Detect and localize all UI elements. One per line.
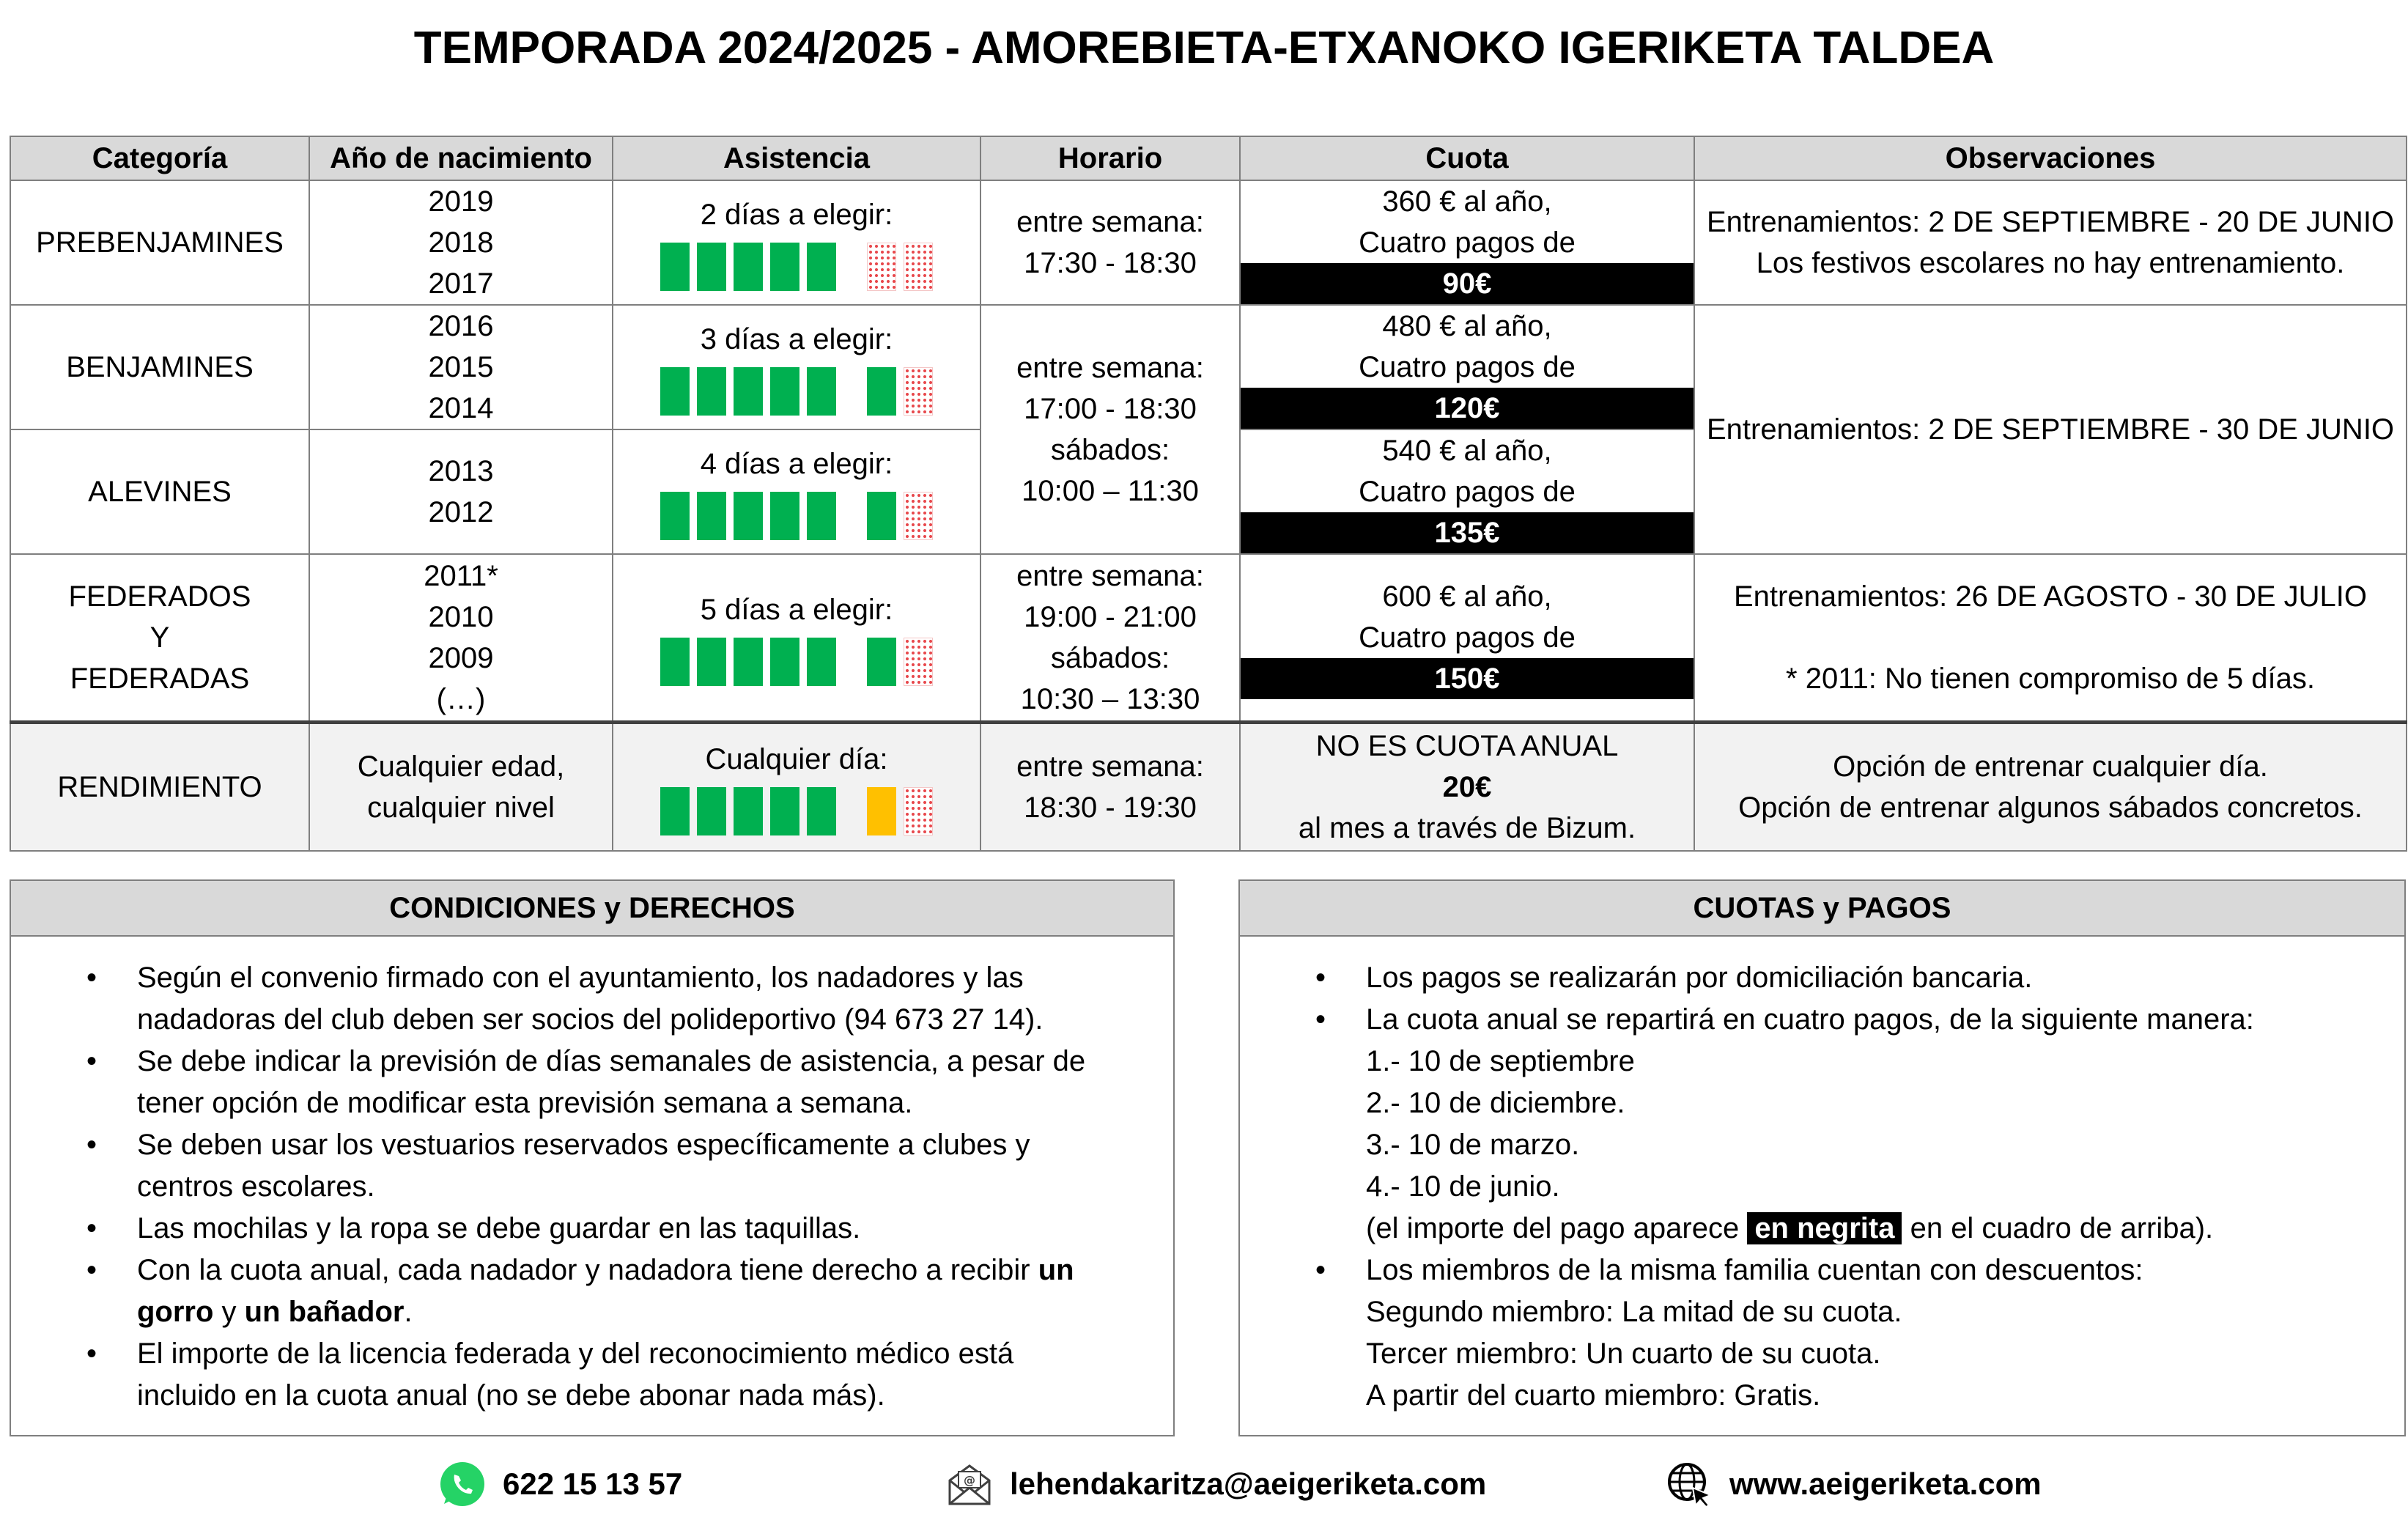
bold-highlight: en negrita bbox=[1747, 1212, 1902, 1244]
schedule-cell: entre semana: 19:00 - 21:00 sábados: 10:30 – 13:30 bbox=[980, 554, 1240, 723]
attendance-cell bbox=[613, 305, 980, 429]
payments-list bbox=[1315, 957, 2377, 1417]
attendance-blocks bbox=[613, 638, 980, 686]
list-item: • Según el convenio firmado con el ayuntamiento, los nadadores y las nadadoras del club deben ser socios del polideportivo (94 673 27 14). bbox=[86, 962, 1044, 1036]
attendance-blocks bbox=[613, 492, 980, 540]
header-horario: Horario bbox=[980, 136, 1240, 180]
payments-title: CUOTAS y PAGOS bbox=[1240, 881, 2404, 937]
day-block-monday bbox=[660, 367, 690, 416]
day-block-wednesday bbox=[734, 638, 763, 686]
day-block-thursday bbox=[770, 638, 799, 686]
day-block-saturday bbox=[867, 492, 896, 540]
years-cell: 2011* 2010 2009 (…) bbox=[309, 554, 613, 723]
list-item: • Las mochilas y la ropa se debe guardar en las taquillas. bbox=[86, 1212, 861, 1244]
day-block-friday bbox=[807, 492, 836, 540]
years-cell: 2019 2018 2017 bbox=[309, 180, 613, 305]
table-row bbox=[10, 305, 2407, 429]
day-block-sunday bbox=[904, 638, 933, 686]
payment-amount: 120€ bbox=[1241, 388, 1694, 429]
email-icon bbox=[945, 1460, 994, 1508]
whatsapp-icon bbox=[438, 1460, 487, 1508]
schedule-cell: entre semana: 17:30 - 18:30 bbox=[980, 180, 1240, 305]
header-cuota: Cuota bbox=[1240, 136, 1694, 180]
table-row bbox=[10, 554, 2407, 723]
table-header-row bbox=[10, 136, 2407, 180]
day-block-monday bbox=[660, 787, 690, 835]
attendance-cell bbox=[613, 180, 980, 305]
attendance-cell bbox=[613, 723, 980, 852]
svg-text:@: @ bbox=[964, 1473, 975, 1487]
table-row bbox=[10, 723, 2407, 852]
day-block-thursday bbox=[770, 367, 799, 416]
page-title: TEMPORADA 2024/2025 - AMOREBIETA-ETXANOKO IGERIKETA TALDEA bbox=[413, 23, 1995, 73]
conditions-box bbox=[10, 879, 1175, 1436]
day-block-wednesday bbox=[734, 367, 763, 416]
attendance-blocks bbox=[613, 367, 980, 416]
day-block-thursday bbox=[770, 243, 799, 291]
day-block-wednesday bbox=[734, 787, 763, 835]
list-item: • La cuota anual se repartirá en cuatro pagos, de la siguiente manera: 1.- 10 de septiembre 2.- 10 de diciembre. 3.- 10 de marzo. 4.- 10 de junio. (el importe del pago aparece en negrita en el cuadro de arriba). bbox=[1315, 1003, 2254, 1244]
day-block-monday bbox=[660, 492, 690, 540]
attendance-label: Cualquier día: bbox=[705, 743, 888, 775]
day-block-sunday bbox=[904, 243, 933, 291]
day-block-tuesday bbox=[697, 787, 726, 835]
attendance-blocks bbox=[613, 243, 980, 291]
header-asistencia: Asistencia bbox=[613, 136, 980, 180]
day-block-saturday bbox=[867, 638, 896, 686]
day-block-saturday bbox=[867, 243, 896, 291]
attendance-label: 4 días a elegir: bbox=[700, 448, 893, 480]
day-block-tuesday bbox=[697, 243, 726, 291]
attendance-blocks bbox=[613, 787, 980, 835]
fee-cell: 360 € al año, Cuatro pagos de 90€ bbox=[1240, 180, 1694, 305]
day-block-sunday bbox=[904, 367, 933, 416]
conditions-list bbox=[86, 957, 1148, 1417]
list-item: • Con la cuota anual, cada nadador y nadadora tiene derecho a recibir un gorro y un bañador. bbox=[86, 1254, 1074, 1328]
table-row bbox=[10, 180, 2407, 305]
day-block-friday bbox=[807, 638, 836, 686]
day-block-wednesday bbox=[734, 243, 763, 291]
observations-cell: Entrenamientos: 26 DE AGOSTO - 30 DE JULIO * 2011: No tienen compromiso de 5 días. bbox=[1694, 554, 2407, 723]
category-cell: BENJAMINES bbox=[10, 305, 309, 429]
payment-amount: 135€ bbox=[1241, 512, 1694, 553]
contact-email[interactable]: @ lehendakaritza@aeigeriketa.com bbox=[945, 1458, 1486, 1510]
list-item: • Los pagos se realizarán por domiciliación bancaria. bbox=[1315, 962, 2033, 994]
years-cell: 2016 2015 2014 bbox=[309, 305, 613, 429]
list-item: • El importe de la licencia federada y del reconocimiento médico está incluido en la cuota anual (no se debe abonar nada más). bbox=[86, 1338, 1014, 1412]
attendance-label: 3 días a elegir: bbox=[700, 323, 893, 355]
day-block-thursday bbox=[770, 787, 799, 835]
day-block-saturday bbox=[867, 787, 896, 835]
fee-cell: 600 € al año, Cuatro pagos de 150€ bbox=[1240, 554, 1694, 723]
list-item: • Los miembros de la misma familia cuentan con descuentos: Segundo miembro: La mitad de su cuota. Tercer miembro: Un cuarto de su cuota. A partir del cuarto miembro: Gratis. bbox=[1315, 1254, 2143, 1412]
day-block-monday bbox=[660, 638, 690, 686]
attendance-cell bbox=[613, 554, 980, 723]
list-item: • Se debe indicar la previsión de días semanales de asistencia, a pesar de tener opción de modificar esta previsión semana a semana. bbox=[86, 1045, 1086, 1119]
payment-amount: 150€ bbox=[1241, 658, 1694, 699]
observations-cell-shared: Entrenamientos: 2 DE SEPTIEMBRE - 30 DE JUNIO bbox=[1694, 305, 2407, 554]
globe-icon bbox=[1665, 1460, 1713, 1508]
day-block-sunday bbox=[904, 787, 933, 835]
header-observaciones: Observaciones bbox=[1694, 136, 2407, 180]
day-block-thursday bbox=[770, 492, 799, 540]
schedule-cell: entre semana: 18:30 - 19:30 bbox=[980, 723, 1240, 852]
day-block-wednesday bbox=[734, 492, 763, 540]
day-block-tuesday bbox=[697, 638, 726, 686]
day-block-monday bbox=[660, 243, 690, 291]
years-cell: Cualquier edad, cualquier nivel bbox=[309, 723, 613, 852]
category-cell: FEDERADOS Y FEDERADAS bbox=[10, 554, 309, 723]
category-cell: RENDIMIENTO bbox=[10, 723, 309, 852]
day-block-friday bbox=[807, 367, 836, 416]
fee-cell: 540 € al año, Cuatro pagos de 135€ bbox=[1240, 429, 1694, 554]
category-cell: ALEVINES bbox=[10, 429, 309, 554]
category-cell: PREBENJAMINES bbox=[10, 180, 309, 305]
attendance-label: 5 días a elegir: bbox=[700, 594, 893, 626]
fee-cell: 480 € al año, Cuatro pagos de 120€ bbox=[1240, 305, 1694, 429]
attendance-label: 2 días a elegir: bbox=[700, 199, 893, 231]
years-cell: 2013 2012 bbox=[309, 429, 613, 554]
day-block-friday bbox=[807, 243, 836, 291]
schedule-table bbox=[10, 136, 2407, 852]
schedule-cell-shared: entre semana: 17:00 - 18:30 sábados: 10:00 – 11:30 bbox=[980, 305, 1240, 554]
day-block-friday bbox=[807, 787, 836, 835]
conditions-title: CONDICIONES y DERECHOS bbox=[11, 881, 1173, 937]
observations-cell: Entrenamientos: 2 DE SEPTIEMBRE - 20 DE JUNIO Los festivos escolares no hay entrenamiento. bbox=[1694, 180, 2407, 305]
fee-cell: NO ES CUOTA ANUAL 20€ al mes a través de Bizum. bbox=[1240, 723, 1694, 852]
payments-box bbox=[1238, 879, 2406, 1436]
header-categoria: Categoría bbox=[10, 136, 309, 180]
contact-phone[interactable]: 622 15 13 57 bbox=[438, 1458, 682, 1510]
day-block-tuesday bbox=[697, 367, 726, 416]
payment-amount: 90€ bbox=[1241, 263, 1694, 304]
contact-website[interactable]: www.aeigeriketa.com bbox=[1665, 1458, 2042, 1510]
list-item: • Se deben usar los vestuarios reservados específicamente a clubes y centros escolares. bbox=[86, 1129, 1030, 1203]
observations-cell: Opción de entrenar cualquier día. Opción de entrenar algunos sábados concretos. bbox=[1694, 723, 2407, 852]
attendance-cell bbox=[613, 429, 980, 554]
header-ano: Año de nacimiento bbox=[309, 136, 613, 180]
day-block-saturday bbox=[867, 367, 896, 416]
day-block-sunday bbox=[904, 492, 933, 540]
day-block-tuesday bbox=[697, 492, 726, 540]
